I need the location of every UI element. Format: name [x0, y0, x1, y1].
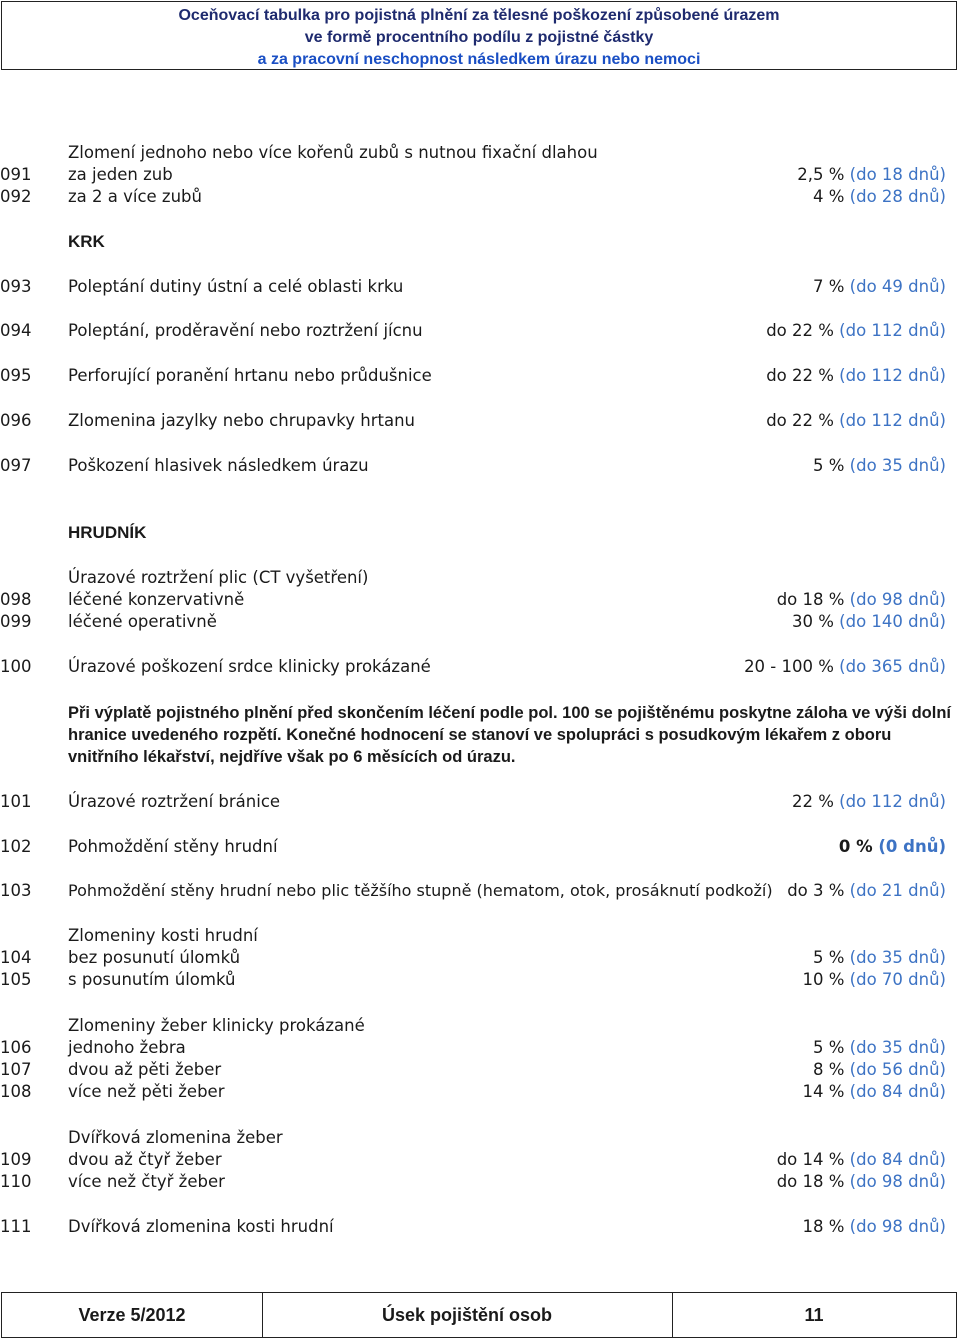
row-days: (do 35 dnů) [849, 1038, 946, 1057]
row-percent: 14 % [802, 1082, 845, 1101]
row-days: (do 35 dnů) [849, 948, 946, 967]
table-row [0, 791, 958, 813]
row-label: Perforující poranění hrtanu nebo průdušnice [68, 366, 432, 385]
table-row [0, 567, 958, 589]
row-label: Úrazové roztržení bránice [68, 792, 281, 811]
row-percent: 30 % [792, 612, 834, 631]
row-percent: do 14 % [776, 1150, 845, 1169]
row-code: 093 [0, 277, 32, 296]
row-days: (do 84 dnů) [849, 1150, 946, 1169]
table-row [0, 947, 958, 969]
row-value [813, 276, 946, 298]
row-label: Dvířková zlomenina žeber [68, 1128, 283, 1147]
row-label: Zlomeniny kosti hrudní [68, 926, 258, 945]
row-percent: do 18 % [776, 1172, 845, 1191]
table-row [0, 969, 958, 991]
row-value [813, 1037, 946, 1059]
row-label: léčené operativně [68, 612, 217, 631]
row-days: (do 84 dnů) [849, 1082, 946, 1101]
row-code: 108 [0, 1082, 32, 1101]
row-code: 099 [0, 612, 32, 631]
table-row [0, 925, 958, 947]
row-label: dvou až pěti žeber [68, 1060, 222, 1079]
header-title-line-3: a za pracovní neschopnost následkem úrazu nebo nemoci [257, 51, 701, 68]
row-percent: 4 % [813, 187, 845, 206]
row-code: 095 [0, 366, 32, 385]
row-label: více než čtyř žeber [68, 1172, 225, 1191]
table-row [0, 365, 958, 387]
row-percent: 8 % [813, 1060, 845, 1079]
table-row [0, 320, 958, 342]
table-row [0, 1216, 958, 1238]
table-row [0, 611, 958, 633]
row-value [777, 589, 946, 611]
table-row [0, 276, 958, 298]
row-code: 111 [0, 1217, 32, 1236]
row-days: (do 98 dnů) [849, 1217, 946, 1236]
row-label: jednoho žebra [68, 1038, 186, 1057]
footer-page-number: 11 [804, 1305, 824, 1325]
table-row [0, 186, 958, 208]
section-title-krk: KRK [68, 232, 105, 251]
row-label: s posunutím úlomků [68, 970, 236, 989]
row-value [803, 1216, 947, 1238]
row-code: 104 [0, 948, 32, 967]
row-code: 096 [0, 411, 32, 430]
row-days: (do 18 dnů) [849, 165, 946, 184]
footer-version: Verze 5/2012 [2, 1293, 263, 1337]
row-label: Zlomeniny žeber klinicky prokázané [68, 1016, 365, 1035]
row-percent: 22 % [792, 792, 834, 811]
row-code: 103 [0, 881, 32, 900]
table-row [0, 1037, 958, 1059]
row-code: 106 [0, 1038, 32, 1057]
row-value [839, 836, 946, 858]
row-value [787, 880, 946, 902]
header-title-line-2: ve formě procentního podílu z pojistné částky [304, 29, 654, 46]
row-code: 094 [0, 321, 32, 340]
row-code: 101 [0, 792, 32, 811]
row-percent: 0 % [838, 837, 873, 856]
table-row [0, 410, 958, 432]
row-percent: 20 - 100 % [744, 657, 834, 676]
row-percent: 2,5 % [797, 165, 845, 184]
row-percent: do 22 % [766, 321, 834, 340]
row-percent: 5 % [813, 948, 845, 967]
row-days: (do 112 dnů) [839, 366, 946, 385]
row-days: (do 35 dnů) [849, 456, 946, 475]
row-percent: do 22 % [766, 366, 834, 385]
row-code: 107 [0, 1060, 32, 1079]
row-value [766, 365, 946, 387]
row-days: (0 dnů) [878, 837, 946, 856]
table-row [0, 1081, 958, 1103]
table-row [0, 1149, 958, 1171]
row-value [813, 1059, 946, 1081]
row-percent: 7 % [813, 277, 845, 296]
table-row [0, 1171, 958, 1193]
row-code: 097 [0, 456, 32, 475]
row-label: Dvířková zlomenina kosti hrudní [68, 1217, 334, 1236]
row-days: (do 98 dnů) [849, 1172, 946, 1191]
row-label: za jeden zub [68, 165, 173, 184]
row-days: (do 70 dnů) [849, 970, 946, 989]
row-label: za 2 a více zubů [68, 187, 202, 206]
document-header [1, 1, 957, 70]
table-row [0, 1127, 958, 1149]
row-percent: do 3 % [787, 881, 845, 900]
row-days: (do 365 dnů) [839, 657, 946, 676]
row-days: (do 140 dnů) [839, 612, 946, 631]
row-code: 105 [0, 970, 32, 989]
row-code: 109 [0, 1150, 32, 1169]
row-label: Poškození hlasivek následkem úrazu [68, 456, 369, 475]
section-heading [0, 522, 958, 544]
row-value [777, 1171, 946, 1193]
row-label: více než pěti žeber [68, 1082, 225, 1101]
row-label: Pohmoždění stěny hrudní nebo plic těžšího stupně (hematom, otok, prosáknutí podkoží) [68, 881, 773, 900]
row-days: (do 21 dnů) [849, 881, 946, 900]
row-days: (do 112 dnů) [839, 411, 946, 430]
row-days: (do 112 dnů) [839, 321, 946, 340]
row-value [813, 186, 946, 208]
section-heading [0, 231, 958, 253]
row-days: (do 98 dnů) [849, 590, 946, 609]
row-code: 098 [0, 590, 32, 609]
row-label: Úrazové roztržení plic (CT vyšetření) [68, 568, 369, 587]
row-label: Poleptání dutiny ústní a celé oblasti krku [68, 277, 404, 296]
row-label: dvou až čtyř žeber [68, 1150, 222, 1169]
row-percent: do 22 % [766, 411, 834, 430]
row-value [813, 947, 946, 969]
table-row [0, 656, 958, 678]
row-value [797, 164, 946, 186]
row-value [803, 969, 947, 991]
row-value [813, 455, 946, 477]
row-days: (do 28 dnů) [849, 187, 946, 206]
table-row [0, 836, 958, 858]
table-row [0, 880, 958, 902]
row-label: bez posunutí úlomků [68, 948, 241, 967]
row-days: (do 49 dnů) [849, 277, 946, 296]
row-percent: 10 % [802, 970, 845, 989]
footer-department: Úsek pojištění osob [262, 1293, 673, 1337]
row-value [744, 656, 946, 678]
row-code: 110 [0, 1172, 32, 1191]
table-row [0, 164, 958, 186]
table-row [0, 589, 958, 611]
row-label: Zlomení jednoho nebo více kořenů zubů s nutnou fixační dlahou [68, 143, 598, 162]
table-row [0, 1015, 958, 1037]
row-code: 100 [0, 657, 32, 676]
row-percent: do 18 % [776, 590, 845, 609]
row-code: 092 [0, 187, 32, 206]
table-row [0, 1059, 958, 1081]
row-label: Poleptání, proděravění nebo roztržení jícnu [68, 321, 423, 340]
section-title-hrudnik: HRUDNÍK [68, 523, 147, 542]
row-label: Zlomenina jazylky nebo chrupavky hrtanu [68, 411, 415, 430]
header-title-line-1: Oceňovací tabulka pro pojistná plnění za tělesné poškození způsobené úrazem [178, 7, 780, 24]
row-days: (do 56 dnů) [849, 1060, 946, 1079]
row-value [792, 791, 946, 813]
row-label: Pohmoždění stěny hrudní [68, 837, 278, 856]
row-percent: 18 % [802, 1217, 845, 1236]
table-row [0, 455, 958, 477]
row-percent: 5 % [813, 1038, 845, 1057]
row-value [777, 1149, 946, 1171]
row-days: (do 112 dnů) [839, 792, 946, 811]
row-value [803, 1081, 947, 1103]
row-value [766, 320, 946, 342]
document-footer [1, 1292, 957, 1338]
row-percent: 5 % [813, 456, 845, 475]
row-code: 091 [0, 165, 32, 184]
row-label: léčené konzervativně [68, 590, 245, 609]
payout-note: Při výplatě pojistného plnění před skončením léčení podle pol. 100 se pojištěnému poskytne záloha ve výši dolní hranice uvedeného rozpětí. Konečné hodnocení se stanoví ve spolupráci s posudkovým lékařem z oboru vnitřního lékařství, nejdříve však po 6 měsících od úrazu. [68, 704, 951, 766]
row-value [792, 611, 946, 633]
row-code: 102 [0, 837, 32, 856]
row-label: Úrazové poškození srdce klinicky prokázané [68, 657, 431, 676]
table-row [0, 142, 958, 164]
row-value [766, 410, 946, 432]
